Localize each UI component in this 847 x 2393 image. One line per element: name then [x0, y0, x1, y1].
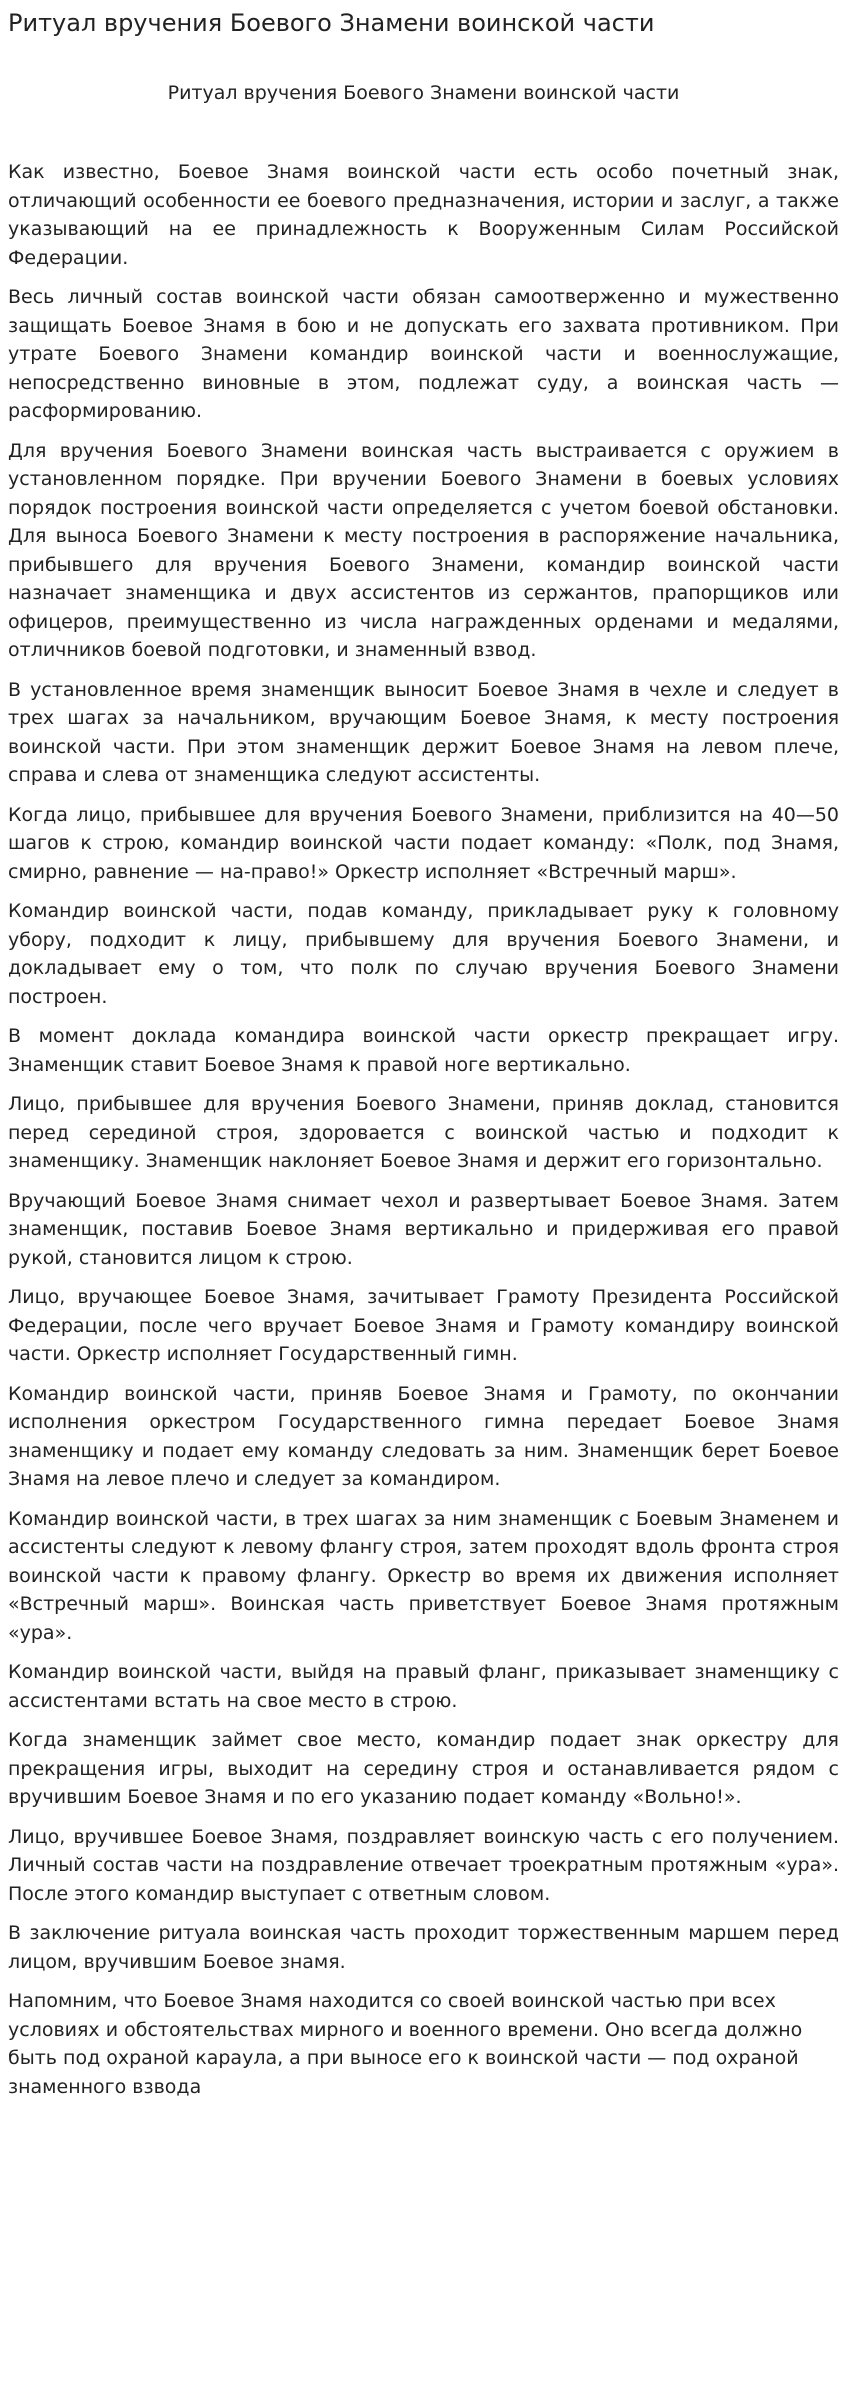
- paragraph-17: Напомним, что Боевое Знамя находится со своей воинской частью при всех условиях и обстоятельствах мирного и военного времени. Оно всегда должно быть под охраной караула, а при выносе его к воинской части — под охраной знаменного взвода: [8, 1990, 803, 2098]
- page-title: Ритуал вручения Боевого Знамени воинской части: [8, 9, 655, 37]
- paragraph-1: Как известно, Боевое Знамя воинской части есть особо почетный знак, отличающий особенности ее боевого предназначения, истории и заслуг, а также указывающий на ее принадлежность к Вооруженным Силам Российской Федерации.: [8, 161, 839, 269]
- paragraph-11: Командир воинской части, приняв Боевое Знамя и Грамоту, по окончании исполнения оркестром Государственного гимна передает Боевое Знамя знаменщику и подает ему команду следовать за ним. Знаменщик берет Боевое Знамя на левое плечо и следует за командиром.: [8, 1382, 839, 1490]
- paragraph-14: Когда знаменщик займет свое место, командир подает знак оркестру для прекращения игры, выходит на середину строя и останавливается рядом с вручившим Боевое Знамя и по его указанию подает команду «Вольно!».: [8, 1729, 839, 1808]
- article-body: [8, 158, 839, 2101]
- paragraph-15: Лицо, вручившее Боевое Знамя, поздравляет воинскую часть с его получением. Личный состав части на поздравление отвечает троекратным протяжным «ура». После этого командир выступает с ответным словом.: [8, 1825, 839, 1905]
- paragraph-5: Когда лицо, прибывшее для вручения Боевого Знамени, приблизится на 40—50 шагов к строю, командир воинской части подает команду: «Полк, под Знамя, смирно, равнение — на-право!» Оркестр исполняет «Встречный марш».: [8, 803, 839, 883]
- paragraph-13: Командир воинской части, выйдя на правый фланг, приказывает знаменщику с ассистентами встать на свое место в строю.: [8, 1661, 839, 1712]
- paragraph-4: В установленное время знаменщик выносит Боевое Знамя в чехле и следует в трех шагах за начальником, вручающим Боевое Знамя, к месту построения воинской части. При этом знаменщик держит Боевое Знамя на левом плече, справа и слева от знаменщика следуют ассистенты.: [8, 678, 839, 786]
- paragraph-12: Командир воинской части, в трех шагах за ним знаменщик с Боевым Знаменем и ассистенты следуют к левому флангу строя, затем проходят вдоль фронта строя воинской части к правому флангу. Оркестр во время их движения исполняет «Встречный марш». Воинская часть приветствует Боевое Знамя протяжным «ура».: [8, 1507, 839, 1644]
- paragraph-9: Вручающий Боевое Знамя снимает чехол и развертывает Боевое Знамя. Затем знаменщик, поставив Боевое Знамя вертикально и придерживая его правой рукой, становится лицом к строю.: [8, 1189, 839, 1269]
- paragraph-6: Командир воинской части, подав команду, прикладывает руку к головному убору, подходит к лицу, прибывшему для вручения Боевого Знамени, и докладывает ему о том, что полк по случаю вручения Боевого Знамени построен.: [8, 900, 839, 1008]
- paragraph-2: Весь личный состав воинской части обязан самоотверженно и мужественно защищать Боевое Знамя в бою и не допускать его захвата противником. При утрате Боевого Знамени командир воинской части и военнослужащие, непосредственно виновные в этом, подлежат суду, а воинская часть — расформированию.: [8, 286, 839, 422]
- paragraph-10: Лицо, вручающее Боевое Знамя, зачитывает Грамоту Президента Российской Федерации, после чего вручает Боевое Знамя и Грамоту командиру воинской части. Оркестр исполняет Государственный гимн.: [8, 1286, 839, 1365]
- paragraph-16: В заключение ритуала воинская часть проходит торжественным маршем перед лицом, вручившим Боевое знамя.: [8, 1922, 839, 1973]
- document-heading: Ритуал вручения Боевого Знамени воинской части: [167, 82, 680, 104]
- paragraph-8: Лицо, прибывшее для вручения Боевого Знамени, приняв доклад, становится перед серединой строя, здоровается с воинской частью и подходит к знаменщику. Знаменщик наклоняет Боевое Знамя и держит его горизонтально.: [8, 1093, 839, 1172]
- paragraph-7: В момент доклада командира воинской части оркестр прекращает игру. Знаменщик ставит Боевое Знамя к правой ноге вертикально.: [8, 1025, 839, 1076]
- paragraph-3: Для вручения Боевого Знамени воинская часть выстраивается с оружием в установленном порядке. При вручении Боевого Знамени в боевых условиях порядок построения воинской части определяется с учетом боевой обстановки. Для выноса Боевого Знамени к месту построения в распоряжение начальника, прибывшего для вручения Боевого Знамени, командир воинской части назначает знаменщика и двух ассистентов из сержантов, прапорщиков или офицеров, преимущественно из числа награжденных орденами и медалями, отличников боевой подготовки, и знаменный взвод.: [8, 439, 839, 661]
